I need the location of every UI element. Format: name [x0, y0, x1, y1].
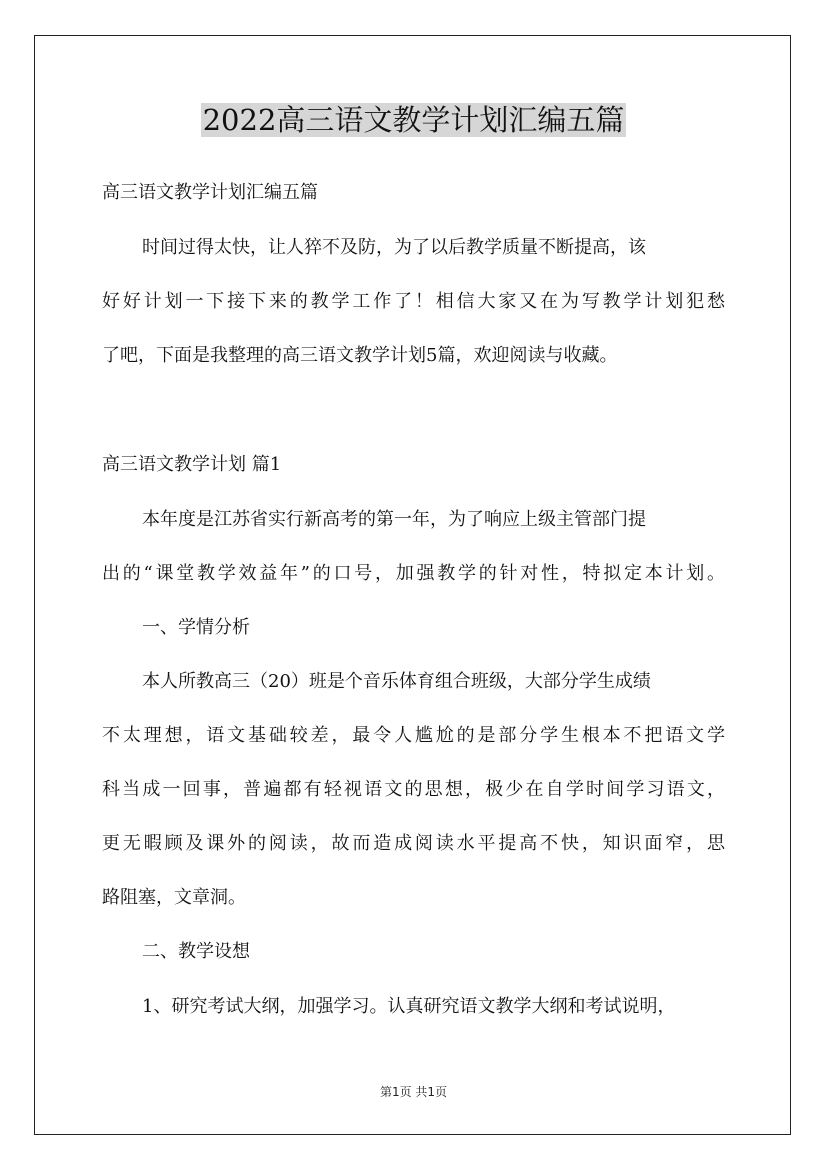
para2-line-4-text: 更无暇顾及课外的阅读，故而造成阅读水平提高不快，知识面窄，思 — [102, 833, 725, 854]
para2-line-4 — [102, 832, 725, 856]
para3-line-1: 1、研究考试大纲，加强学习。认真研究语文教学大纲和考试说明， — [142, 996, 676, 1017]
section-heading-1: 高三语文教学计划 篇1 — [102, 454, 282, 475]
page-footer: 第1页 共1页 — [379, 1085, 448, 1099]
intro-line-2-text: 好好计划一下接下来的教学工作了！相信大家又在为写教学计划犯愁 — [102, 291, 725, 312]
intro-line-2 — [102, 290, 725, 314]
para2-line-5: 路阻塞，文章洞。 — [102, 887, 246, 908]
intro-line-3: 了吧，下面是我整理的高三语文教学计划5篇，欢迎阅读与收藏。 — [102, 345, 618, 366]
subheading-analysis: 一、学情分析 — [142, 617, 250, 638]
subheading-plan: 二、教学设想 — [142, 941, 250, 962]
para2-line-2-text: 不太理想，语文基础较差，最令人尴尬的是部分学生根本不把语文学 — [102, 725, 725, 746]
intro-line-1: 时间过得太快，让人猝不及防，为了以后教学质量不断提高，该 — [142, 237, 646, 258]
para2-line-1: 本人所教高三（20）班是个音乐体育组合班级，大部分学生成绩 — [142, 671, 651, 692]
para2-line-3-text: 科当成一回事，普遍都有轻视语文的思想，极少在自学时间学习语文， — [102, 779, 725, 800]
document-title — [0, 100, 827, 140]
para2-line-2 — [102, 724, 725, 748]
para1-line-2 — [102, 562, 725, 586]
para1-line-2-text: 出的“课堂教学效益年”的口号，加强教学的针对性，特拟定本计划。 — [102, 563, 725, 584]
document-subtitle: 高三语文教学计划汇编五篇 — [102, 182, 318, 203]
para2-line-3 — [102, 778, 725, 802]
para1-line-1: 本年度是江苏省实行新高考的第一年，为了响应上级主管部门提 — [142, 509, 646, 530]
document-title-text: 2022高三语文教学计划汇编五篇 — [202, 103, 625, 137]
